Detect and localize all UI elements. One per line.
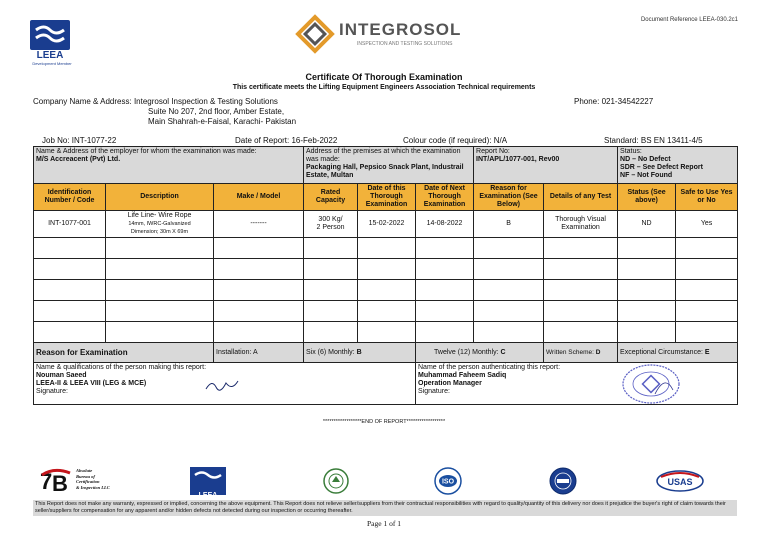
reason-row (34, 343, 738, 363)
abc-line2: Bureau of (76, 473, 95, 479)
reason-written-scheme (544, 343, 618, 363)
table-row (34, 211, 738, 238)
col-header-status: Status (See above) (618, 184, 676, 211)
cell-status: ND (618, 211, 676, 238)
table-row (34, 280, 738, 301)
company-name: Integrosol Inspection & Testing Solutions (133, 97, 278, 106)
table-row (34, 259, 738, 280)
signature-row (34, 363, 738, 405)
leea-logo-subtext: Development Member (32, 61, 72, 66)
reason-twelve-monthly (416, 343, 544, 363)
iso-badge-icon (433, 467, 463, 495)
certificate-subtitle: This certificate meets the Lifting Equipment Engineers Association Technical requirements (232, 84, 536, 91)
colour-code: Colour code (if required): N/A (403, 136, 508, 145)
test-line1: Thorough Visual (555, 216, 606, 223)
svg-text:B: B (52, 471, 68, 495)
employer-value: M/S Accreacent (Pvt) Ltd. (36, 156, 121, 163)
leea-logo-text: LEEA (36, 50, 64, 61)
svg-text:7: 7 (40, 469, 53, 494)
reason-exceptional (618, 343, 738, 363)
col-header-test: Details of any Test (544, 184, 618, 211)
end-of-report: ******************END OF REPORT****************** (322, 419, 446, 425)
leea-footer-text: LEEA (198, 492, 218, 499)
cell-date-next: 14-08-2022 (416, 211, 474, 238)
cell-safe: Yes (676, 211, 738, 238)
cell-capacity (304, 211, 358, 238)
abc-line3: Certification (76, 479, 100, 484)
status-nd: ND – No Defect (620, 156, 671, 163)
leea-logo-icon (30, 20, 70, 50)
desc-sub2: Dimension; 30m X 69m (130, 229, 189, 235)
table-row (34, 301, 738, 322)
company-block (33, 97, 296, 127)
leea-footer-icon (190, 467, 226, 487)
exceptional-label: Exceptional Circumstance: (620, 348, 705, 356)
twelve-label: Twelve (12) Monthly: (434, 348, 501, 356)
certificate-title: Certificate Of Thorough Examination (305, 72, 463, 82)
status-nf: NF – Not Found (620, 172, 673, 179)
document-reference: Document Reference LEEA-030.2c1 (640, 17, 738, 23)
info-row (34, 147, 738, 184)
page-number: Page 1 of 1 (367, 519, 401, 528)
table-row (34, 322, 738, 343)
status-sdr: SDR – See Defect Report (620, 164, 703, 171)
auth-signature-label: Signature: (418, 388, 450, 395)
table-row (34, 238, 738, 259)
report-value: INT/APL/1077-001, Rev00 (476, 156, 560, 163)
auth-title: Operation Manager (418, 380, 482, 387)
abc-line4: & Inspection LLC (76, 484, 110, 490)
cell-reason: B (474, 211, 544, 238)
auth-name: Muhammad Faheem Sadiq (418, 372, 507, 379)
auth-label: Name of the person authenticating this report: (418, 364, 561, 371)
abc-logo (40, 465, 130, 497)
reason-six-monthly (304, 343, 416, 363)
capacity-line2: 2 Person (316, 224, 345, 231)
maker-name: Nouman Saeed (36, 372, 87, 379)
abc-emblem-icon (40, 467, 76, 495)
maker-qualifications: LEEA-II & LEEA VIII (LEG & MCE) (36, 380, 147, 387)
desc-sub1: 14mm, IWRC-Galvanized (128, 221, 191, 227)
integrosol-tagline: INSPECTION AND TESTING SOLUTIONS (357, 41, 453, 47)
company-address-line3: Main Shahrah-e-Faisal, Karachi- Pakistan (148, 117, 297, 126)
cell-date-this: 15-02-2022 (358, 211, 416, 238)
maker-signature-label: Signature: (36, 388, 68, 395)
report-cell (474, 147, 618, 184)
status-label: Status: (620, 148, 642, 155)
reason-installation: Installation: A (214, 343, 304, 363)
job-number: Job No: INT-1077-22 (42, 136, 117, 145)
maker-signature-mark (204, 377, 244, 393)
maker-cell (34, 363, 416, 405)
six-code: B (356, 348, 362, 356)
col-header-reason: Reason for Examination (See Below) (474, 184, 544, 211)
premises-value: Packaging Hall, Pepsico Snack Plant, Industrail Estate, Multan (306, 164, 464, 179)
col-header-safe: Safe to Use Yes or No (676, 184, 738, 211)
twelve-code: C (500, 348, 506, 356)
usas-text: USAS (667, 477, 693, 487)
leea-logo (30, 20, 74, 70)
col-header-make: Make / Model (214, 184, 304, 211)
authenticator-cell (416, 363, 738, 405)
disclaimer: This Report does not make any warranty, expressed or implied, concerning the above equipment. This Report does not relieve seller/suppliers from their contractual responsibilities with regard to quality/quantity of this delivery nor does it prejudice the buyer's right of claim towards their seller/suppliers for compensation for any apparent and/or hidden defects not detected during our inspection or occurring thereafter. (33, 500, 737, 516)
col-header-description: Description (106, 184, 214, 211)
report-label: Report No: (476, 148, 510, 155)
maker-label: Name & qualifications of the person making this report: (36, 364, 207, 371)
employer-cell (34, 147, 304, 184)
col-header-id: Identification Number / Code (34, 184, 106, 211)
certificate-table (33, 146, 738, 405)
desc-main: Life Line- Wire Rope (127, 212, 192, 219)
written-code: D (595, 348, 601, 356)
iso-text: ISO (441, 478, 455, 486)
six-label: Six (6) Monthly: (306, 348, 357, 356)
test-line2: Examination (561, 224, 600, 231)
company-address-line2: Suite No 207, 2nd floor, Amber Estate, (148, 107, 285, 116)
date-of-report: Date of Report: 16-Feb-2022 (235, 136, 338, 145)
employer-label: Name & Address of the employer for whom the examination was made: (36, 148, 257, 155)
col-header-date-this: Date of this Thorough Examination (358, 184, 416, 211)
exceptional-code: E (704, 348, 710, 356)
cell-test (544, 211, 618, 238)
cell-description (106, 211, 214, 238)
cert-badge-icon (548, 467, 578, 495)
company-label: Company Name & Address: (33, 97, 132, 106)
capacity-line1: 300 Kg/ (318, 216, 343, 223)
leea-footer-logo (190, 467, 226, 499)
footer-logos (40, 465, 740, 497)
column-header-row (34, 184, 738, 211)
premises-label: Address of the premises at which the examination was made: (306, 148, 461, 163)
integrosol-name: INTEGROSOL (339, 20, 462, 39)
written-label: Written Scheme: (546, 348, 596, 356)
status-legend-cell (618, 147, 738, 184)
col-header-capacity: Rated Capacity (304, 184, 358, 211)
integrosol-emblem-icon (295, 14, 335, 54)
integrosol-logo (295, 14, 495, 56)
cell-make: ------- (214, 211, 304, 238)
seal-icon (323, 468, 349, 494)
reason-label: Reason for Examination (34, 343, 214, 363)
abc-line1: Absolute (76, 468, 93, 473)
company-phone: Phone: 021-34542227 (574, 97, 654, 106)
cell-id: INT-1077-001 (34, 211, 106, 238)
usas-logo-icon (655, 469, 705, 493)
company-stamp-icon (621, 364, 681, 404)
col-header-date-next: Date of Next Thorough Examination (416, 184, 474, 211)
standard: Standard: BS EN 13411-4/5 (604, 136, 703, 145)
premises-cell (304, 147, 474, 184)
